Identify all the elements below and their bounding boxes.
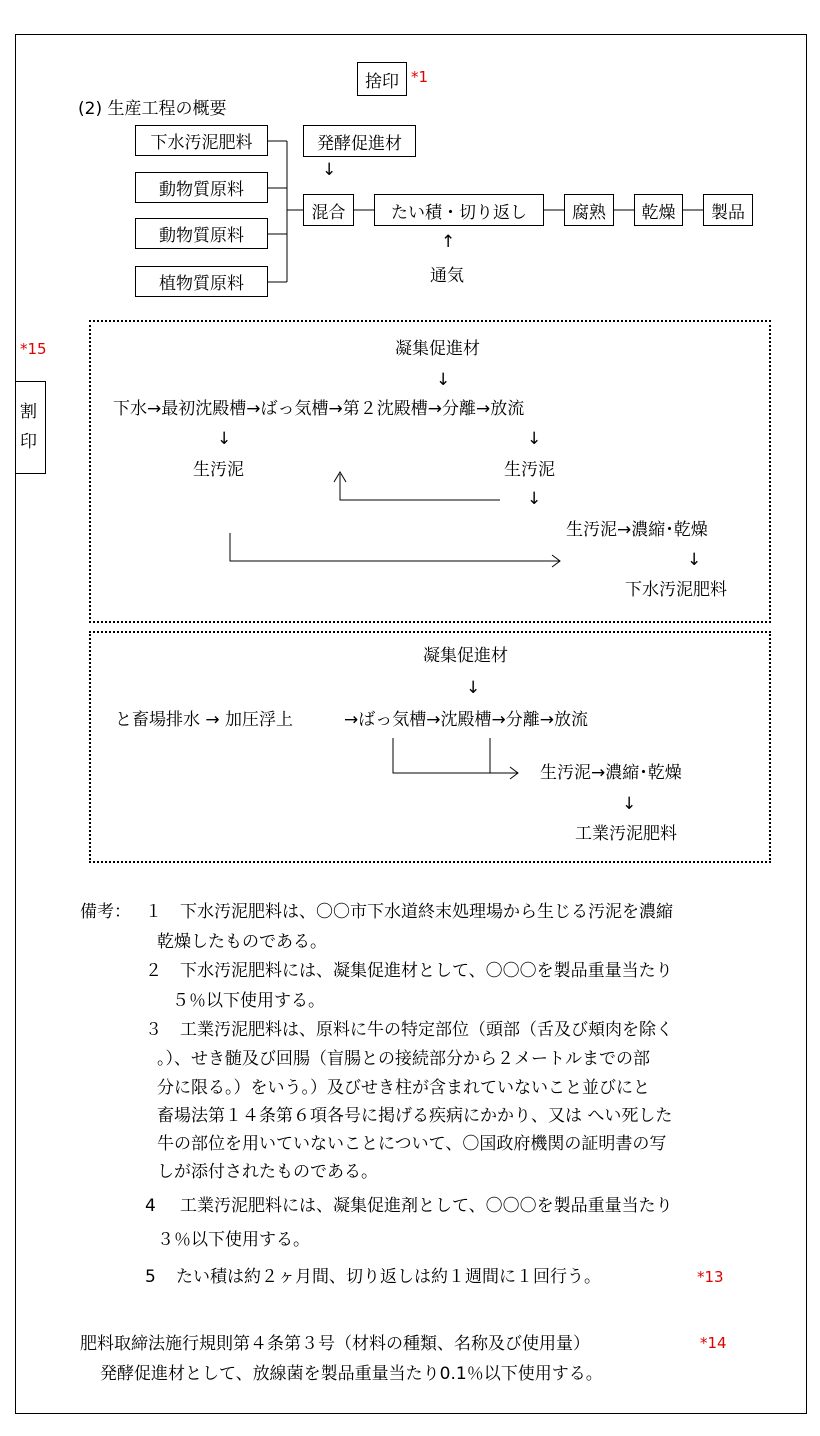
note-text: 下水汚泥肥料には、凝集促進材として、〇〇〇を製品重量当たり bbox=[180, 961, 673, 981]
discard-seal-box bbox=[357, 62, 407, 96]
flow1-process-line: 生汚泥→濃縮･乾燥 bbox=[566, 520, 708, 540]
note-text: しが添付されたものである。 bbox=[157, 1162, 378, 1182]
side-seal-marker: *15 bbox=[20, 340, 47, 358]
flow1-main-line: 下水→最初沈殿槽→ばっ気槽→第２沈殿槽→分離→放流 bbox=[113, 399, 525, 419]
side-seal-box bbox=[15, 381, 46, 474]
flow1-coagulant: 凝集促進材 bbox=[395, 339, 480, 359]
note-text: ５％以下使用する。 bbox=[172, 991, 325, 1011]
flow2-main-right: →ばっ気槽→沈殿槽→分離→放流 bbox=[344, 710, 588, 730]
input-box bbox=[135, 125, 268, 156]
flow2-arrow: ↓ bbox=[622, 794, 637, 814]
note-text: 分に限る。）をいう。）及びせき柱が含まれていないこと並びにと bbox=[157, 1078, 650, 1098]
footer-marker: *14 bbox=[700, 1334, 727, 1352]
pile-box bbox=[374, 194, 544, 226]
note-text: たい積は約２ヶ月間、切り返しは約１週間に１回行う。 bbox=[176, 1267, 601, 1287]
input-box bbox=[135, 266, 268, 297]
note-number: 4 bbox=[145, 1196, 156, 1216]
flow1-arrow: ↓ bbox=[217, 429, 232, 449]
note-text: 工業汚泥肥料は、原料に牛の特定部位（頭部（舌及び頬肉を除く bbox=[180, 1020, 673, 1040]
product-box bbox=[703, 194, 753, 226]
note-text: 下水汚泥肥料は、〇〇市下水道終末処理場から生じる汚泥を濃縮 bbox=[180, 902, 673, 922]
side-seal-char: 割 bbox=[20, 402, 37, 422]
flow1-arrow: ↓ bbox=[527, 489, 542, 509]
note-number: ３ bbox=[145, 1020, 162, 1040]
input-label: 植物質原料 bbox=[159, 274, 244, 294]
flow1-result: 下水汚泥肥料 bbox=[625, 580, 727, 600]
flow1-arrow: ↓ bbox=[436, 370, 451, 390]
note-text: 牛の部位を用いていないことについて、〇国政府機関の証明書の写 bbox=[157, 1134, 667, 1154]
dry-label: 乾燥 bbox=[641, 202, 676, 223]
product-label: 製品 bbox=[711, 202, 745, 223]
input-label: 動物質原料 bbox=[159, 226, 244, 246]
dry-box bbox=[634, 194, 683, 226]
down-arrow: ↓ bbox=[322, 160, 337, 180]
flow2-main-left: と畜場排水 → 加圧浮上 bbox=[115, 710, 294, 730]
pile-label: たい積・切り返し bbox=[391, 202, 527, 223]
footer-heading: 肥料取締法施行規則第４条第３号（材料の種類、名称及び使用量） bbox=[80, 1334, 590, 1354]
flow1-arrow: ↓ bbox=[687, 550, 702, 570]
input-box bbox=[135, 172, 268, 203]
side-seal-char: 印 bbox=[20, 432, 37, 452]
mix-label: 混合 bbox=[311, 202, 346, 223]
note-text: ３％以下使用する。 bbox=[157, 1230, 310, 1250]
up-arrow: ↑ bbox=[441, 232, 456, 252]
flow2-arrow: ↓ bbox=[466, 678, 481, 698]
discard-seal-marker: *1 bbox=[411, 68, 429, 86]
flow1-sludge-left: 生汚泥 bbox=[193, 460, 244, 480]
flow1-sludge-right: 生汚泥 bbox=[504, 460, 555, 480]
note5-marker: *13 bbox=[697, 1268, 724, 1286]
note-text: 畜場法第１４条第６項各号に掲げる疾病にかかり、又は へい死した bbox=[157, 1106, 673, 1126]
flow2-coagulant: 凝集促進材 bbox=[423, 646, 508, 666]
section-title: (2) 生産工程の概要 bbox=[78, 99, 227, 119]
ferment-box bbox=[564, 194, 614, 226]
input-label: 動物質原料 bbox=[159, 180, 244, 200]
aeration-label: 通気 bbox=[430, 266, 464, 286]
note-number: ２ bbox=[145, 961, 162, 981]
flow2-process-line: 生汚泥→濃縮･乾燥 bbox=[540, 763, 682, 783]
note-text: 工業汚泥肥料には、凝集促進剤として、〇〇〇を製品重量当たり bbox=[180, 1196, 673, 1216]
note-text: 乾燥したものである。 bbox=[157, 932, 327, 952]
discard-seal-label: 捨印 bbox=[365, 71, 399, 92]
flow1-arrow: ↓ bbox=[527, 429, 542, 449]
promoter-box bbox=[303, 125, 416, 157]
flow2-result: 工業汚泥肥料 bbox=[575, 824, 677, 844]
input-box bbox=[135, 218, 268, 249]
footer-text: 発酵促進材として、放線菌を製品重量当たり0.1％以下使用する。 bbox=[100, 1364, 603, 1384]
note-number: １ bbox=[145, 902, 162, 922]
note-text: 。）、せき髄及び回腸（盲腸との接続部分から２メートルまでの部 bbox=[157, 1049, 650, 1069]
note-number: 5 bbox=[145, 1267, 156, 1287]
mix-box bbox=[303, 194, 354, 226]
ferment-label: 腐熟 bbox=[572, 202, 606, 223]
sewage-flow-box bbox=[89, 320, 771, 623]
promoter-label: 発酵促進材 bbox=[317, 133, 402, 154]
notes-prefix: 備考： bbox=[80, 902, 131, 922]
input-label: 下水汚泥肥料 bbox=[150, 133, 253, 153]
